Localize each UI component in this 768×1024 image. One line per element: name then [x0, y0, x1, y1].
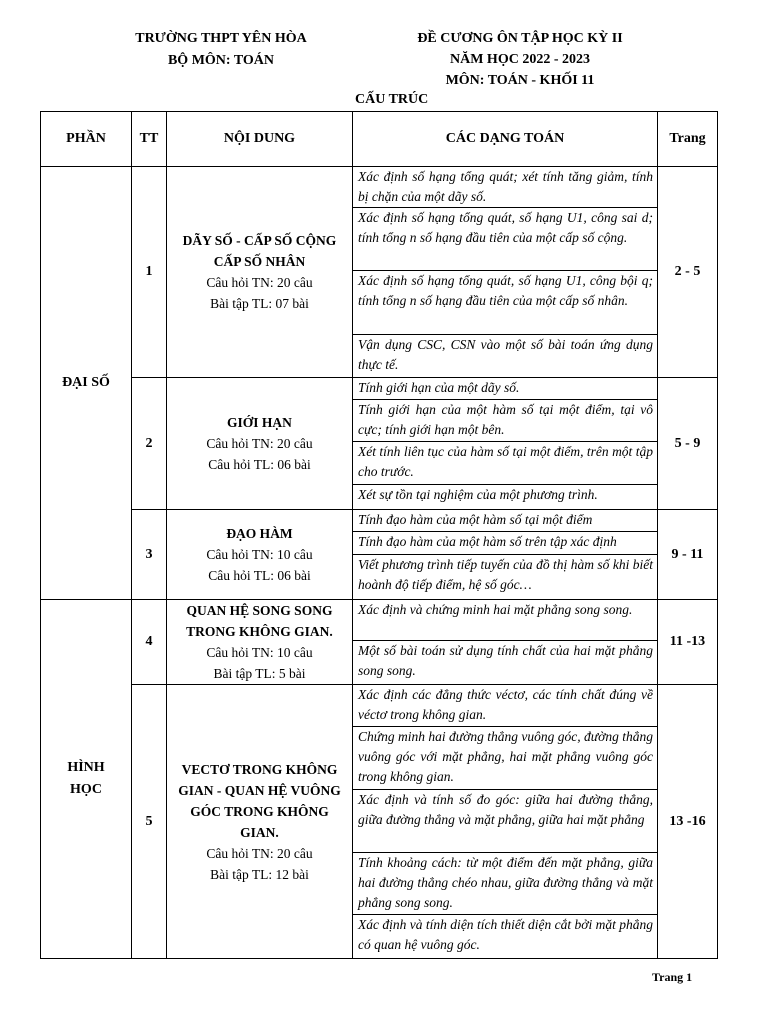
part-dai-so: ĐẠI SỐ	[41, 167, 132, 600]
col-header-tt: TT	[132, 112, 167, 167]
exercise-type-item: Xét tính liên tục của hàm số tại một điểm, trên một tập cho trước.	[353, 442, 657, 485]
page-range: 5 - 9	[658, 378, 718, 510]
exercise-type-item: Tính đạo hàm của một hàm số tại một điểm	[353, 510, 657, 532]
document-title: ĐỀ CƯƠNG ÔN TẬP HỌC KỲ II	[417, 31, 623, 46]
row-number: 4	[132, 600, 167, 685]
table-row	[41, 378, 718, 510]
col-header-phan: PHẦN	[41, 112, 132, 167]
content-title: VECTƠ TRONG KHÔNG GIAN - QUAN HỆ VUÔNG GÓC TRONG KHÔNG GIAN.	[178, 761, 341, 840]
structure-heading: CẤU TRÚC	[355, 92, 429, 107]
page-range: 13 -16	[658, 685, 718, 959]
school-name: TRƯỜNG THPT YÊN HÒA	[135, 31, 307, 46]
content-title: GIỚI HẠN	[227, 415, 292, 430]
content-cell	[167, 378, 353, 510]
exercise-type-item: Xác định các đẳng thức véctơ, các tính chất đúng về véctơ trong không gian.	[353, 685, 657, 727]
exercise-type-item: Chứng minh hai đường thẳng vuông góc, đường thẳng vuông góc với mặt phẳng, hai mặt phẳng vuông góc trong không gian.	[353, 727, 657, 790]
col-header-noi-dung: NỘI DUNG	[167, 112, 353, 167]
exercise-type-item: Tính giới hạn của một dãy số.	[353, 378, 657, 400]
col-header-trang: Trang	[658, 112, 718, 167]
exercise-type-item: Xác định số hạng tổng quát, số hạng U1, công sai d; tính tổng n số hạng đầu tiên của một cấp số cộng.	[353, 208, 657, 271]
school-year: NĂM HỌC 2022 - 2023	[450, 52, 590, 67]
content-title: ĐẠO HÀM	[226, 526, 293, 541]
header-left	[100, 28, 342, 72]
exercise-type-item: Xác định và tính diện tích thiết diện cắt bởi mặt phẳng có quan hệ vuông góc.	[358, 917, 653, 952]
exercise-type-item: Xác định và tính số đo góc: giữa hai đường thẳng, giữa đường thẳng và mặt phẳng, giữa hai mặt phẳng	[353, 790, 657, 853]
table-row	[41, 600, 718, 685]
exercise-type-item: Vận dụng CSC, CSN vào một số bài toán ứng dụng thực tế.	[358, 337, 653, 372]
content-line: Câu hỏi TL: 06 bài	[208, 457, 311, 472]
exercise-type-item: Xác định số hạng tổng quát; xét tính tăng giảm, tính bị chặn của một dãy số.	[353, 167, 657, 208]
content-line: Câu hỏi TN: 20 câu	[206, 275, 313, 290]
exercise-type-item: Xác định và chứng minh hai mặt phẳng song song.	[353, 600, 657, 641]
page-number: Trang 1	[652, 970, 693, 984]
exercise-type-item: Viết phương trình tiếp tuyến của đồ thị hàm số khi biết hoành độ tiếp điểm, hệ số góc…	[358, 557, 653, 592]
content-cell	[167, 600, 353, 685]
page-range: 2 - 5	[658, 167, 718, 378]
structure-table	[40, 111, 718, 959]
subject-grade: MÔN: TOÁN - KHỐI 11	[445, 73, 595, 88]
row-number: 2	[132, 378, 167, 510]
content-line: Bài tập TL: 07 bài	[210, 296, 309, 311]
table-row	[41, 685, 718, 959]
exercise-types-cell	[353, 378, 658, 510]
exercise-type-item: Tính khoảng cách: từ một điểm đến mặt phẳng, giữa hai đường thẳng chéo nhau, giữa đường thẳng và mặt phẳng song song.	[353, 853, 657, 915]
part-hinh-hoc: HÌNH HỌC	[41, 600, 132, 959]
exercise-types-cell	[353, 600, 658, 685]
row-number: 1	[132, 167, 167, 378]
department-name: BỘ MÔN: TOÁN	[167, 53, 275, 68]
header-right	[385, 28, 655, 91]
row-number: 3	[132, 510, 167, 600]
table-row	[41, 167, 718, 378]
content-title: DÃY SỐ - CẤP SỐ CỘNG CẤP SỐ NHÂN	[182, 233, 337, 269]
table-row	[41, 510, 718, 600]
exercise-type-item: Một số bài toán sử dụng tính chất của hai mặt phẳng song song.	[358, 643, 653, 678]
content-cell	[167, 510, 353, 600]
exercise-types-cell	[353, 685, 658, 959]
page-range: 9 - 11	[658, 510, 718, 600]
content-line: Câu hỏi TN: 20 câu	[206, 845, 313, 861]
page-range: 11 -13	[658, 600, 718, 685]
content-line: Câu hỏi TL: 06 bài	[208, 568, 311, 583]
col-header-cac-dang-toan: CÁC DẠNG TOÁN	[353, 112, 658, 167]
content-cell	[167, 685, 353, 959]
exercise-type-item: Tính đạo hàm của một hàm số trên tập xác định	[353, 532, 657, 555]
exercise-type-item: Tính giới hạn của một hàm số tại một điểm, tại vô cực; tính giới hạn một bên.	[353, 400, 657, 442]
content-line: Bài tập TL: 12 bài	[210, 866, 309, 882]
content-title: QUAN HỆ SONG SONG TRONG KHÔNG GIAN.	[186, 603, 333, 639]
exercise-type-item: Xác định số hạng tổng quát, số hạng U1, công bội q; tính tổng n số hạng đầu tiên của một cấp số nhân.	[353, 271, 657, 335]
table-header-row	[41, 112, 718, 167]
content-line: Câu hỏi TN: 10 câu	[206, 547, 313, 562]
exercise-types-cell	[353, 510, 658, 600]
content-line: Câu hỏi TN: 10 câu	[206, 645, 313, 660]
content-line: Câu hỏi TN: 20 câu	[206, 436, 313, 451]
content-line: Bài tập TL: 5 bài	[213, 666, 306, 681]
exercise-types-cell	[353, 167, 658, 378]
row-number: 5	[132, 685, 167, 959]
content-cell	[167, 167, 353, 378]
exercise-type-item: Xét sự tồn tại nghiệm của một phương trình.	[358, 487, 598, 502]
